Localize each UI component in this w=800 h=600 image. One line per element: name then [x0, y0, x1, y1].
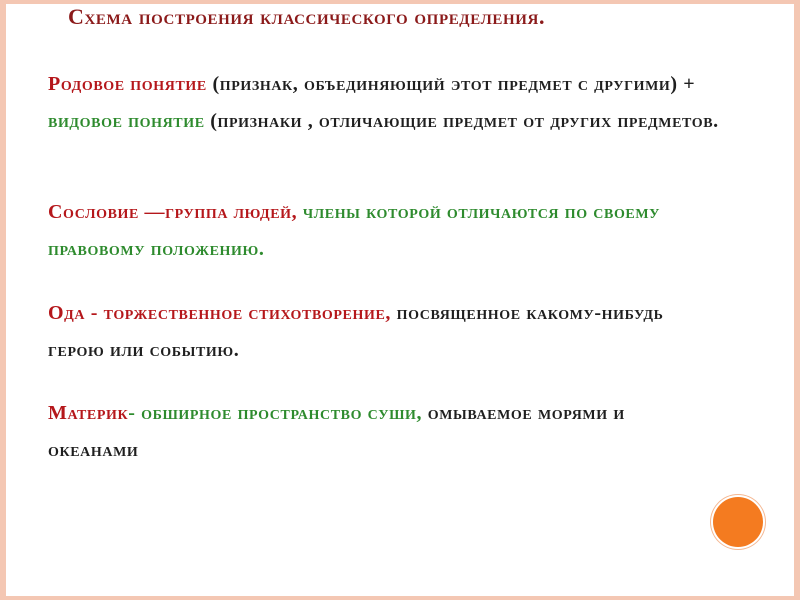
species-explanation: (признаки , отличающие предмет от других предметов.	[204, 110, 719, 132]
estate-dash: —	[138, 201, 166, 223]
estate-species: члены которой отличаются по своему правовому положению.	[48, 201, 661, 260]
term-species: видовое понятие	[48, 110, 205, 132]
estate-genus: группа людей,	[165, 201, 303, 223]
slide-title: Схема построения классического определения.	[68, 4, 546, 29]
paragraph-ode	[48, 295, 698, 369]
genus-explanation: (признак, объединяющий этот предмет с другими) +	[206, 73, 696, 95]
bottom-border	[0, 596, 800, 600]
paragraph-genus-species	[48, 66, 748, 140]
continent-species: омываемое морями и океанами	[48, 402, 625, 461]
ode-genus: - торжественное стихотворение,	[85, 302, 397, 324]
paragraph-continent	[48, 395, 708, 469]
term-genus: Родовое понятие	[48, 73, 207, 95]
term-continent: Материк	[48, 402, 129, 424]
term-estate: Сословие	[48, 201, 139, 223]
term-ode: Ода	[48, 302, 86, 324]
paragraph-estate	[48, 194, 738, 268]
decorative-orange-circle	[713, 497, 763, 547]
continent-genus: - обширное пространство суши,	[128, 402, 428, 424]
ode-species: посвященное какому-нибудь герою или событию.	[48, 302, 664, 361]
